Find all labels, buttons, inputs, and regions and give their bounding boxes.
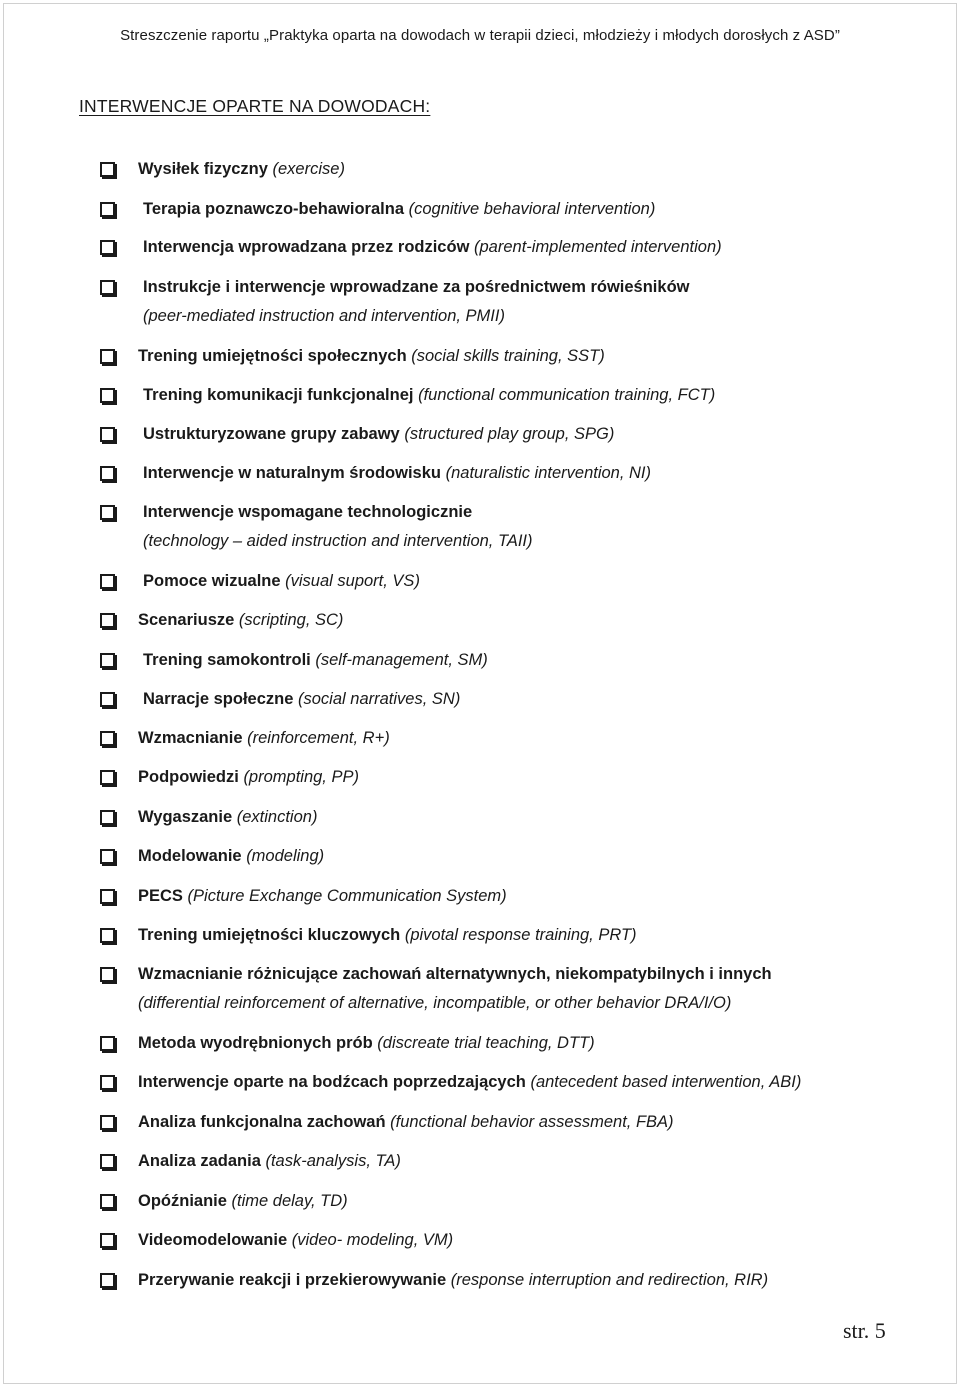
item-english: (naturalistic intervention, NI) — [445, 464, 652, 482]
item-name: Wzmacnianie różnicujące zachowań alternatywnych, niekompatybilnych i innych — [138, 965, 772, 983]
item-english: (social narratives, SN) — [298, 690, 461, 708]
item-english: (task-analysis, TA) — [265, 1152, 401, 1170]
checkbox-icon — [100, 240, 115, 255]
item-english: (visual suport, VS) — [285, 572, 420, 590]
item-name: Wygaszanie — [138, 808, 233, 826]
item-name: Trening samokontroli — [143, 651, 311, 669]
item-english: (modeling) — [246, 847, 325, 865]
item-name: Narracje społeczne — [143, 690, 294, 708]
item-name: Scenariusze — [138, 611, 235, 629]
checkbox-icon — [100, 162, 115, 177]
checkbox-icon — [100, 574, 115, 589]
checkbox-icon — [100, 1115, 115, 1130]
item-name: Instrukcje i interwencje wprowadzane za pośrednictwem rówieśników — [143, 278, 690, 296]
item-name: Analiza funkcjonalna zachowań — [138, 1113, 386, 1131]
item-name: Wysiłek fizyczny — [138, 160, 268, 178]
item-name: Trening umiejętności kluczowych — [138, 926, 401, 944]
item-name: Pomoce wizualne — [143, 572, 281, 590]
checkbox-icon — [100, 1233, 115, 1248]
item-english: (functional communication training, FCT) — [418, 386, 716, 404]
item-name: Analiza zadania — [138, 1152, 261, 1170]
item-english: (scripting, SC) — [238, 611, 344, 629]
item-english: (self-management, SM) — [315, 651, 488, 669]
checkbox-icon — [100, 1154, 115, 1169]
checkbox-icon — [100, 653, 115, 668]
checkbox-icon — [100, 849, 115, 864]
item-english: (differential reinforcement of alternative, incompatible, or other behavior DRA/I/O) — [138, 994, 732, 1012]
item-name: Wzmacnianie — [138, 729, 243, 747]
item-name: Trening umiejętności społecznych — [138, 347, 407, 365]
item-english: (prompting, PP) — [243, 768, 359, 786]
checkbox-icon — [100, 928, 115, 943]
checkbox-icon — [100, 202, 115, 217]
checkbox-icon — [100, 466, 115, 481]
item-name: Interwencje wspomagane technologicznie — [143, 503, 473, 521]
item-english: (exercise) — [272, 160, 345, 178]
checkbox-icon — [100, 810, 115, 825]
item-name: Metoda wyodrębnionych prób — [138, 1034, 373, 1052]
item-english: (parent-implemented intervention) — [474, 238, 722, 256]
item-english: (video- modeling, VM) — [291, 1231, 454, 1249]
item-name: Przerywanie reakcji i przekierowywanie — [138, 1271, 447, 1289]
checkbox-icon — [100, 770, 115, 785]
checkbox-icon — [100, 1194, 115, 1209]
item-english: (pivotal response training, PRT) — [404, 926, 637, 944]
item-english: (extinction) — [236, 808, 318, 826]
item-name: Videomodelowanie — [138, 1231, 288, 1249]
item-english: (functional behavior assessment, FBA) — [390, 1113, 674, 1131]
checkbox-icon — [100, 1036, 115, 1051]
checkbox-icon — [100, 427, 115, 442]
checkbox-icon — [100, 388, 115, 403]
item-name: Opóźnianie — [138, 1192, 227, 1210]
checkbox-icon — [100, 889, 115, 904]
page-number: str. 5 — [843, 1318, 886, 1343]
running-header: Streszczenie raportu „Praktyka oparta na dowodach w terapii dzieci, młodzieży i młodych dorosłych z ASD” — [120, 27, 840, 44]
checkbox-icon — [100, 349, 115, 364]
checkbox-icon — [100, 505, 115, 520]
checkbox-icon — [100, 967, 115, 982]
item-english: (response interruption and redirection, RIR) — [450, 1271, 769, 1289]
item-name: Trening komunikacji funkcjonalnej — [143, 386, 414, 404]
item-name: PECS — [138, 887, 183, 905]
item-english: (social skills training, SST) — [411, 347, 605, 365]
item-name: Modelowanie — [138, 847, 242, 865]
item-name: Podpowiedzi — [138, 768, 239, 786]
item-english: (cognitive behavioral intervention) — [408, 200, 656, 218]
item-english: (Picture Exchange Communication System) — [187, 887, 507, 905]
checkbox-icon — [100, 1273, 115, 1288]
item-english: (antecedent based interwention, ABI) — [530, 1073, 802, 1091]
item-english: (structured play group, SPG) — [404, 425, 615, 443]
checkbox-icon — [100, 1075, 115, 1090]
item-name: Interwencje w naturalnym środowisku — [143, 464, 441, 482]
item-english: (peer-mediated instruction and intervention, PMII) — [143, 307, 505, 325]
item-english: (technology – aided instruction and intervention, TAII) — [143, 532, 533, 550]
section-title: INTERWENCJE OPARTE NA DOWODACH: — [79, 96, 431, 116]
item-name: Interwencja wprowadzana przez rodziców — [143, 238, 470, 256]
item-english: (time delay, TD) — [231, 1192, 348, 1210]
checkbox-icon — [100, 613, 115, 628]
checkbox-icon — [100, 692, 115, 707]
item-english: (reinforcement, R+) — [247, 729, 390, 747]
item-name: Terapia poznawczo-behawioralna — [143, 200, 404, 218]
checkbox-icon — [100, 731, 115, 746]
checkbox-icon — [100, 280, 115, 295]
item-name: Interwencje oparte na bodźcach poprzedzających — [138, 1073, 526, 1091]
item-name: Ustrukturyzowane grupy zabawy — [143, 425, 400, 443]
item-english: (discreate trial teaching, DTT) — [377, 1034, 595, 1052]
